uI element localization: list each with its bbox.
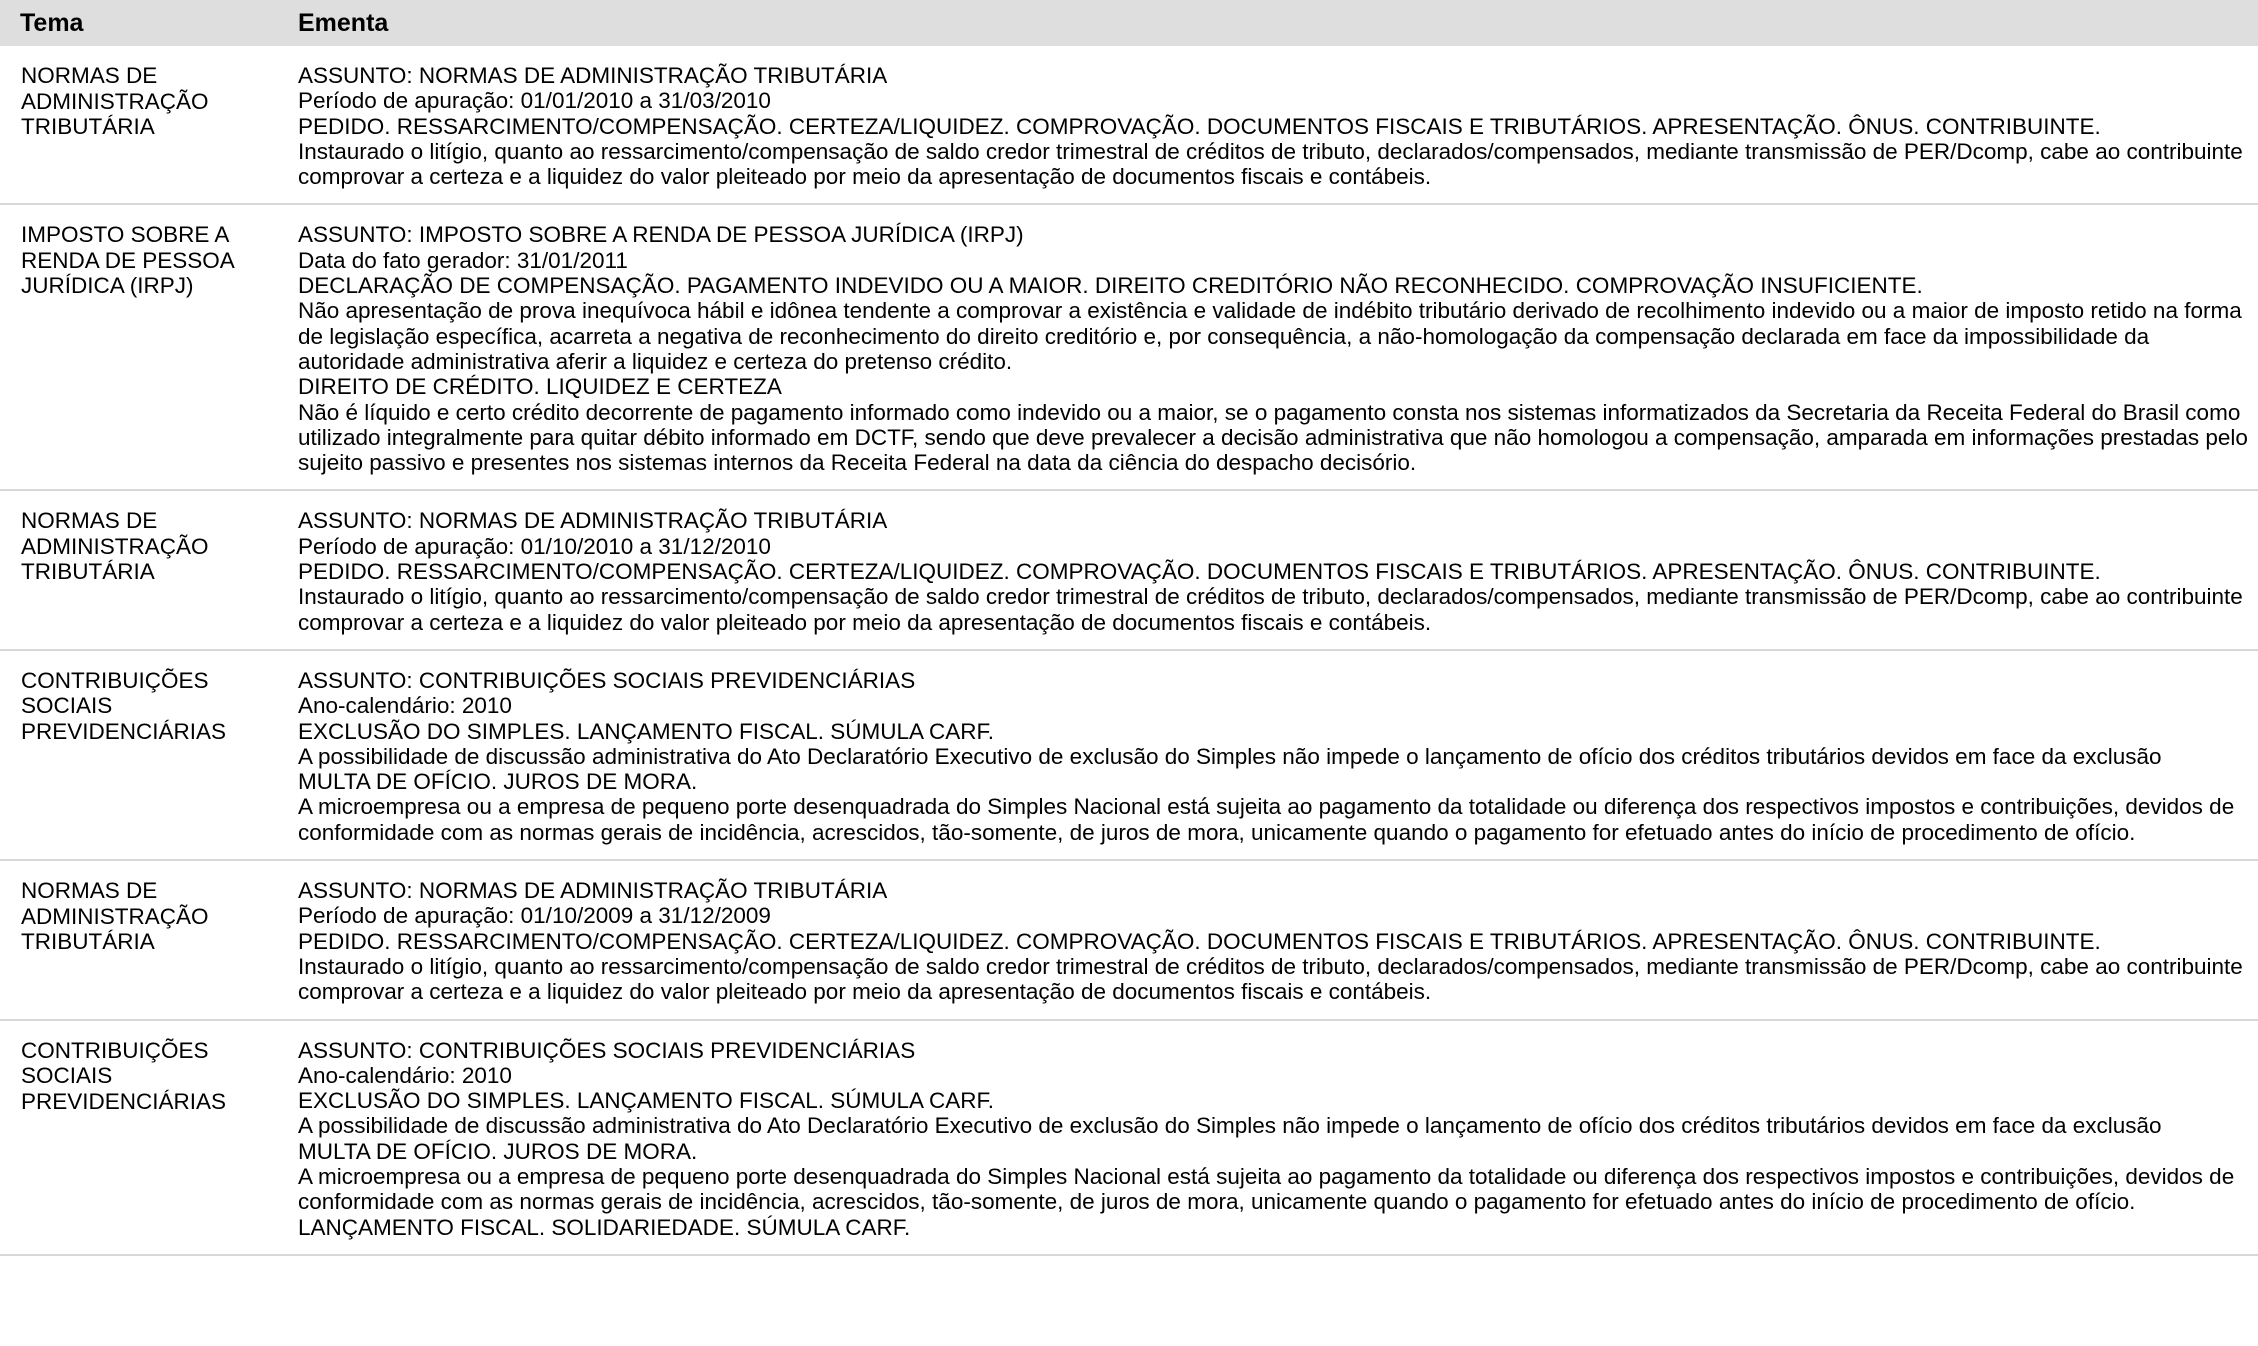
tema-cell: NORMAS DE ADMINISTRAÇÃO TRIBUTÁRIA xyxy=(21,508,209,585)
ementa-cell xyxy=(276,668,2258,845)
tema-cell: NORMAS DE ADMINISTRAÇÃO TRIBUTÁRIA xyxy=(21,63,209,139)
table-row[interactable] xyxy=(0,46,2258,205)
ementa-line: A possibilidade de discussão administrativa do Ato Declaratório Executivo de exclusão do Simples não impede o lançamento de ofício dos créditos tributários devidos em face da exclusão xyxy=(298,743,2162,769)
table-row[interactable] xyxy=(0,651,2258,861)
ementa-cell xyxy=(276,222,2258,475)
ementa-line: MULTA DE OFÍCIO. JUROS DE MORA. xyxy=(298,769,698,795)
table-body xyxy=(0,46,2258,1256)
ementa-cell xyxy=(276,508,2258,634)
ementa-line: A microempresa ou a empresa de pequeno porte desenquadrada do Simples Nacional está sujeita ao pagamento da totalidade ou diferença dos respectivos impostos e contribuições, devidos de conformidade com as normas gerais de incidência, acrescidos, tão-somente, de juros de mora, unicamente quando o pagamento for efetuado antes do início de procedimento de ofício. xyxy=(298,794,2235,845)
ementa-line: PEDIDO. RESSARCIMENTO/COMPENSAÇÃO. CERTEZA/LIQUIDEZ. COMPROVAÇÃO. DOCUMENTOS FISCAIS E TRIBUTÁRIOS. APRESENTAÇÃO. ÔNUS. CONTRIBUINTE. xyxy=(298,559,2101,585)
ementa-line: EXCLUSÃO DO SIMPLES. LANÇAMENTO FISCAL. SÚMULA CARF. xyxy=(298,1088,995,1114)
ementa-line: ASSUNTO: NORMAS DE ADMINISTRAÇÃO TRIBUTÁRIA xyxy=(298,508,888,534)
table-row[interactable] xyxy=(0,205,2258,491)
table-row[interactable] xyxy=(0,861,2258,1020)
tema-cell: CONTRIBUIÇÕES SOCIAIS PREVIDENCIÁRIAS xyxy=(21,667,227,744)
ementa-line: A microempresa ou a empresa de pequeno porte desenquadrada do Simples Nacional está sujeita ao pagamento da totalidade ou diferença dos respectivos impostos e contribuições, devidos de conformidade com as normas gerais de incidência, acrescidos, tão-somente, de juros de mora, unicamente quando o pagamento for efetuado antes do início de procedimento de ofício. xyxy=(298,1163,2235,1215)
ementa-line: MULTA DE OFÍCIO. JUROS DE MORA. xyxy=(298,1138,698,1164)
ementa-line: DIREITO DE CRÉDITO. LIQUIDEZ E CERTEZA xyxy=(298,374,782,400)
ementa-line: Instaurado o litígio, quanto ao ressarcimento/compensação de saldo credor trimestral de créditos de tributo, declarados/compensados, mediante transmissão de PER/Dcomp, cabe ao contribuinte comprovar a certeza e a liquidez do valor pleiteado por meio da apresentação de documentos fiscais e contábeis. xyxy=(298,138,2243,190)
tema-cell: IMPOSTO SOBRE A RENDA DE PESSOA JURÍDICA (IRPJ) xyxy=(21,222,234,299)
ementa-line: Instaurado o litígio, quanto ao ressarcimento/compensação de saldo credor trimestral de créditos de tributo, declarados/compensados, mediante transmissão de PER/Dcomp, cabe ao contribuinte comprovar a certeza e a liquidez do valor pleiteado por meio da apresentação de documentos fiscais e contábeis. xyxy=(298,953,2243,1005)
ementa-line: ASSUNTO: CONTRIBUIÇÕES SOCIAIS PREVIDENCIÁRIAS xyxy=(298,667,916,693)
column-header-tema[interactable]: Tema xyxy=(20,8,84,37)
ementa-line: ASSUNTO: CONTRIBUIÇÕES SOCIAIS PREVIDENCIÁRIAS xyxy=(298,1037,916,1063)
ementa-line: EXCLUSÃO DO SIMPLES. LANÇAMENTO FISCAL. SÚMULA CARF. xyxy=(298,718,995,744)
ementa-line: ASSUNTO: NORMAS DE ADMINISTRAÇÃO TRIBUTÁRIA xyxy=(298,63,888,88)
tema-cell: NORMAS DE ADMINISTRAÇÃO TRIBUTÁRIA xyxy=(21,878,209,955)
ementa-line: ASSUNTO: IMPOSTO SOBRE A RENDA DE PESSOA JURÍDICA (IRPJ) xyxy=(298,222,1024,248)
ementa-line: Período de apuração: 01/01/2010 a 31/03/2010 xyxy=(298,88,771,114)
ementa-line: DECLARAÇÃO DE COMPENSAÇÃO. PAGAMENTO INDEVIDO OU A MAIOR. DIREITO CREDITÓRIO NÃO RECONHECIDO. COMPROVAÇÃO INSUFICIENTE. xyxy=(298,273,1923,299)
column-header-ementa[interactable]: Ementa xyxy=(298,8,389,37)
ementa-line: Ano-calendário: 2010 xyxy=(298,693,512,719)
ementa-line: Não é líquido e certo crédito decorrente de pagamento informado como indevido ou a maior, se o pagamento consta nos sistemas informatizados da Secretaria da Receita Federal do Brasil como utilizado integralmente para quitar débito informado em DCTF, sendo que deve prevalecer a decisão administrativa que não homologou a compensação, amparada em informações prestadas pelo sujeito passivo e presentes nos sistemas internos da Receita Federal na data da ciência do despacho decisório. xyxy=(298,399,2248,476)
ementa-cell xyxy=(276,1038,2258,1240)
ementa-line: Ano-calendário: 2010 xyxy=(298,1062,512,1088)
ementa-line: ASSUNTO: NORMAS DE ADMINISTRAÇÃO TRIBUTÁRIA xyxy=(298,878,888,904)
ementa-line: PEDIDO. RESSARCIMENTO/COMPENSAÇÃO. CERTEZA/LIQUIDEZ. COMPROVAÇÃO. DOCUMENTOS FISCAIS E TRIBUTÁRIOS. APRESENTAÇÃO. ÔNUS. CONTRIBUINTE. xyxy=(298,928,2101,954)
ementa-line: A possibilidade de discussão administrativa do Ato Declaratório Executivo de exclusão do Simples não impede o lançamento de ofício dos créditos tributários devidos em face da exclusão xyxy=(298,1113,2162,1139)
ementa-line: Não apresentação de prova inequívoca hábil e idônea tendente a comprovar a existência e validade de indébito tributário derivado de recolhimento indevido ou a maior de imposto retido na forma de legislação específica, acarreta a negativa de reconhecimento do direito creditório e, por consequência, a não-homologação da compensação declarada em face da impossibilidade da autoridade administrativa aferir a liquidez e certeza do pretenso crédito. xyxy=(298,298,2242,374)
ementa-line: Data do fato gerador: 31/01/2011 xyxy=(298,247,628,273)
ementa-cell xyxy=(276,63,2258,189)
table-header xyxy=(0,0,2258,46)
ementa-line: PEDIDO. RESSARCIMENTO/COMPENSAÇÃO. CERTEZA/LIQUIDEZ. COMPROVAÇÃO. DOCUMENTOS FISCAIS E TRIBUTÁRIOS. APRESENTAÇÃO. ÔNUS. CONTRIBUINTE. xyxy=(298,113,2101,139)
tema-cell: CONTRIBUIÇÕES SOCIAIS PREVIDENCIÁRIAS xyxy=(21,1037,227,1114)
ementa-line: Período de apuração: 01/10/2009 a 31/12/2009 xyxy=(298,903,771,929)
table-row[interactable] xyxy=(0,1021,2258,1256)
ementa-cell xyxy=(276,878,2258,1004)
ementa-line: LANÇAMENTO FISCAL. SOLIDARIEDADE. SÚMULA CARF. xyxy=(298,1214,911,1240)
ementa-line: Período de apuração: 01/10/2010 a 31/12/2010 xyxy=(298,533,771,559)
table-row[interactable] xyxy=(0,491,2258,650)
ementa-line: Instaurado o litígio, quanto ao ressarcimento/compensação de saldo credor trimestral de créditos de tributo, declarados/compensados, mediante transmissão de PER/Dcomp, cabe ao contribuinte comprovar a certeza e a liquidez do valor pleiteado por meio da apresentação de documentos fiscais e contábeis. xyxy=(298,584,2243,635)
